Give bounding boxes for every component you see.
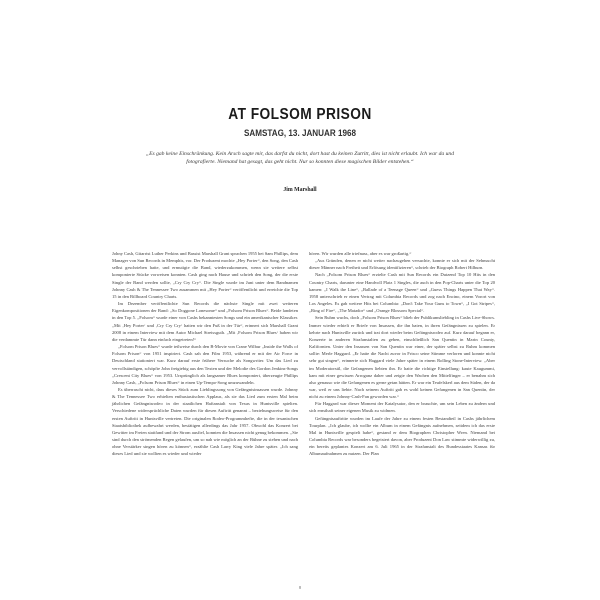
epigraph-quote: „Es gab keine Einschränkung. Kein Arsch sagte mir, das darfst du nicht, dort hast du keinen Zutritt, dies ist nicht erlaubt. Ich war da und fotografierte. Niemand hat gesagt, das geht nicht. Nur so konnten diese magischen Bilder entstehen.“ <box>145 151 454 165</box>
epigraph-author: Jim Marshall <box>283 187 317 193</box>
paragraph: Nach „Folsom Prison Blues“ erzielte Cash mit Sun Records ein Dutzend Top 10 Hits in den Country Charts, darunter eine Handvoll Platz 1 Singles, die auch in den Pop-Charts unter die Top 20 kamen: „I Walk the Line“, „Ballade of a Teenage Queen“ und „Guess Things Happen That Way“. 1958 unterschrieb er einen Vertrag mit Columbia Records und zog nach Encino, einem Vorort von Los Angeles. Es gab weitere Hits bei Columbia: „Don't Take Your Guns to Town“, „I Got Stripes“, „Ring of Fire“, „The Matador“ und „Orange Blossom Special“. <box>309 272 495 314</box>
text-column-left <box>112 250 298 458</box>
paragraph: Sein Ruhm wuchs, doch „Folsom Prison Blues“ blieb der Publikumsliebling in Cashs Live-Shows. Immer wieder erhielt er Briefe von Insassen, die ihn baten, in ihren Gefängnissen zu spielen. Er kehrte nach Huntsville zurück und trat dort wieder beim Gefängnisrodeo auf. Kurz darauf begann er, Konzerte in anderen Strafanstalten zu geben, einschließlich San Quentin in Marin County, Kalifornien. Unter den Insassen von San Quentin war einer, der später selbst zu Ruhm kommen sollte: Merle Haggard. „Er hatte die Nacht zuvor in Frisco seine Stimme verloren und konnte nicht sehr gut singen“, erinnerte sich Haggard viele Jahre später in einem Rolling Stone-Interview. „Aber im Moderatorstil, die Gefangenen liebten ihn. Er hatte die richtige Einstellung: kaute Kaugummi, kam mit einer gewissen Arroganz daher und zeigte den Wachen den Mittelfinger – er benahm sich also genauso wie die Gefangenen es gerne getan hätten. Er war ein Teufelskerl aus dem Süden, der da war, weil er uns liebte. Nach seinem Auftritt gab es wohl keinen Gefangenen in San Quentin, der nicht zu einem Johnny-Cash-Fan geworden war.“ <box>309 315 495 400</box>
paragraph: Für Haggard war dieser Moment der Katalysator, den er brauchte, um sein Leben zu ändern und sich ernsthaft seiner eigenen Musik zu widmen. <box>309 401 495 414</box>
chapter-date: SAMSTAG, 13. JANUAR 1968 <box>244 128 356 138</box>
paragraph: hören. Wir wurden alle triefnass, aber es war großartig.“ <box>309 251 412 256</box>
paragraph: „Folsom Prison Blues“ wurde teilweise durch den B-Movie von Crane Wilbur „Inside the Walls of Folsom Prison“ von 1951 inspiriert. Cash sah den Film 1953, während er mit der Air Force in Deutschland stationiert war. Kurz darauf erste frühere Versuche als Songwriter. Um das Lied zu vervollständigen, schöpfte John freigiebig aus den Texten und der Melodie des Gordon Jenkins-Songs „Crescent City Blues“ von 1953. Ursprünglich als langsamer Blues komponiert, überzeugte Phillips Johnny Cash, „Folsom Prison Blues“ in einen Up-Tempo-Song umzuwandeln. <box>112 344 298 385</box>
paragraph: Gefängnisauftritte wurden im Laufe der Jahre zu einem festen Bestandteil in Cashs jährlichem Tourplan. „Ich glaube, ich wollte ein Album in einem Gefängnis aufnehmen, seitdem ich das erste Mal in Huntsville gespielt habe“, gestand er dem Biographen Christopher Wren. Niemand bei Columbia Records war besonders begeistert davon, aber Produzent Don Law stimmte widerwillig zu, ein bereits geplantes Konzert am 6. Juli 1965 in der Strafanstalt des Bundesstaates Kansas für Albumaufnahmen zu nutzen. Der Plan <box>309 415 495 457</box>
chapter-title: AT FOLSOM PRISON <box>228 106 372 123</box>
text-column-right <box>309 250 495 458</box>
paragraph: Es überrascht nicht, dass dieses Stück zum Lieblingssong von Gefängnisinsassen wurde. Johnny & The Tennessee Two erhielten enthusiastischen Applaus, als sie das Lied zum ersten Mal beim jährlichen Gefängnisrodeo in der staatlichen Haftanstalt von Texas in Huntsville spielten. Verschiedene widersprüchliche Daten wurden für diesen Auftritt genannt – beziehungsweise für den ersten Auftritt in Huntsville vertreten. Die originalen Rodeo-Programmhefte, die in der texanischen Staatsbibliothek aufbewahrt werden, bestätigen allerdings das Jahr 1957. Obwohl das Konzert bei Gewitter im Freien stattfand und der Strom ausfiel, konnten die Insassen nicht genug bekommen. „Sie sind durch den strömenden Regen gelaufen, um so nah wie möglich an der Bühne zu stehen und nach ohne Verstärker singen hören zu können“, erzählte Cash Larry King viele Jahre später. „Ich sang dieses Lied und sie wollten es wieder und wieder <box>112 386 298 457</box>
paragraph: Im Dezember veröffentlichte Sun Records die nächste Single mit zwei weiteren Eigenkompositionen der Band: „So Doggone Lonesome“ und „Folsom Prison Blues“. Beide landeten in den Top 5. „Folsom“ wurde einer von Cashs bekanntesten Songs und ein amerikanischer Klassiker. „Mit ‚Hey Porter‘ und ‚Cry Cry Cry‘ hatten wir den Fuß in der Tür“, erinnert sich Marshall Grant 2008 in einem Interview mit dem Autor Michael Streissguth. „Mit ‚Folsom Prison Blues‘ haben wir die verdammte Tür dann einfach eingetreten!“ <box>112 301 298 342</box>
paragraph: „Aus Gründen, denen er nicht weiter nachzugehen versuchte, konnte er sich mit der Sehnsucht dieser Männer nach Freiheit und Erlösung identifizieren“, schrieb der Biograph Robert Hilburn. <box>309 258 495 271</box>
paragraph: Johny Cash, Gitarrist Luther Perkins und Bassist Marshall Grant sprachen 1955 bei Sam Phillips, dem Manager von Sun Records in Memphis, vor. Der Produzent mochte „Hey Porter“, den Song, den Cash selbst geschrieben hatte, und ermutigte die Band, wiederzukommen, wenn sie weitere selbst komponierte Stücke vorweisen konnten. Cash ging nach Hause und schrieb den Song, der die erste Single der Band werden sollte, „Cry Cry Cry“. Die Single wurde im Juni unter dem Bandnamen Johnny Cash & The Tennessee Two zusammen mit „Hey Porter“ veröffentlicht und erreichte die Top 15 in den Billboard Country Charts. <box>112 251 299 299</box>
page-number: 8 <box>298 585 302 590</box>
